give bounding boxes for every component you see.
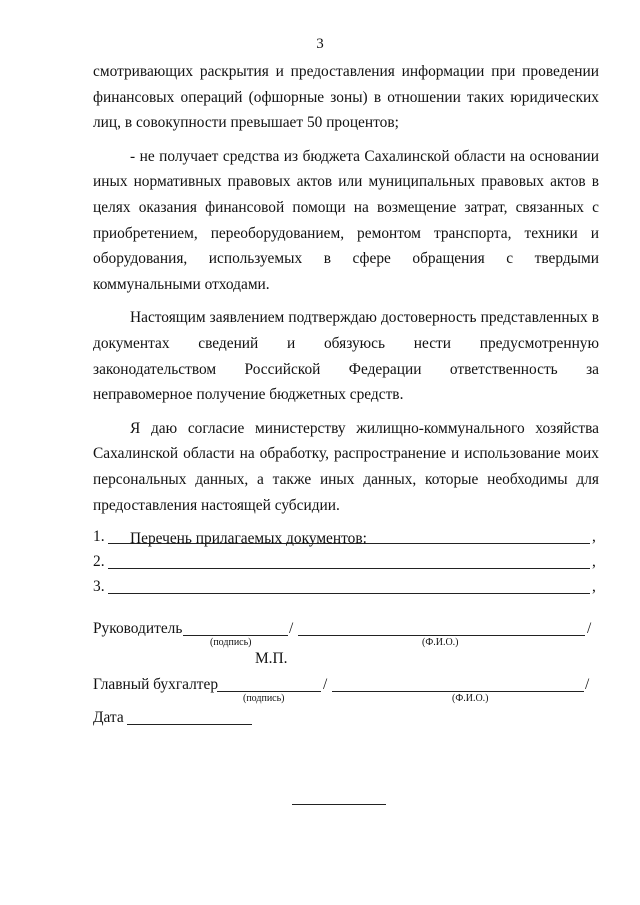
- attachment-line[interactable]: [108, 543, 590, 544]
- director-label: Руководитель: [93, 620, 183, 637]
- signature-caption: (подпись): [243, 693, 285, 704]
- accountant-name-line[interactable]: [332, 691, 584, 692]
- attachment-line-end: ,: [592, 528, 596, 545]
- date-line[interactable]: [127, 724, 252, 725]
- signature-caption: (подпись): [210, 637, 252, 648]
- slash: /: [585, 676, 590, 693]
- slash: /: [289, 620, 294, 637]
- director-signature-line[interactable]: [183, 635, 288, 636]
- slash: /: [587, 620, 592, 637]
- name-caption: (Ф.И.О.): [452, 693, 489, 704]
- attachment-number: 1.: [93, 528, 105, 545]
- paragraph-continuation: смотривающих раскрытия и предоставления информации при проведении финансовых операций (офшорные зоны) в отношении таких юридических лиц, в совокупности превышает 50 процентов;: [93, 63, 599, 132]
- attachment-line[interactable]: [108, 568, 590, 569]
- attachment-number: 2.: [93, 553, 105, 570]
- accountant-label: Главный бухгалтер: [93, 676, 219, 693]
- attachments-heading: Перечень прилагаемых документов:: [130, 530, 367, 548]
- body-text: [93, 59, 599, 560]
- name-caption: (Ф.И.О.): [422, 637, 459, 648]
- closing-divider: [292, 804, 386, 805]
- stamp-label: М.П.: [255, 650, 288, 667]
- slash: /: [323, 676, 328, 693]
- page-number: 3: [316, 36, 324, 52]
- paragraph-consent: Я даю согласие министерству жилищно-коммунального хозяйства Сахалинской области на обработку, распространение и использование моих персональных данных, а также иных данных, которые необходимы для предоставления настоящей субсидии.: [93, 419, 599, 514]
- date-label: Дата: [93, 709, 124, 726]
- accountant-signature-line[interactable]: [217, 691, 321, 692]
- paragraph-budget-funds: - не получает средства из бюджета Сахалинской области на основании иных нормативных правовых актов или муниципальных правовых актов в целях оказания финансовой помощи на возмещение затрат, связанных с приобретением, переоборудованием, ремонтом транспорта, техники и оборудования, используемых в сфере обращения с твердыми коммунальными отходами.: [93, 147, 599, 293]
- paragraph-confirmation: Настоящим заявлением подтверждаю достоверность представленных в документах сведений и обязуюсь нести предусмотренную законодательством Российской Федерации ответственность за неправомерное получение бюджетных средств.: [93, 309, 599, 404]
- director-name-line[interactable]: [298, 635, 585, 636]
- attachment-line[interactable]: [108, 593, 590, 594]
- attachment-line-end: ,: [592, 553, 596, 570]
- attachment-line-end: ,: [592, 578, 596, 595]
- attachment-number: 3.: [93, 578, 105, 595]
